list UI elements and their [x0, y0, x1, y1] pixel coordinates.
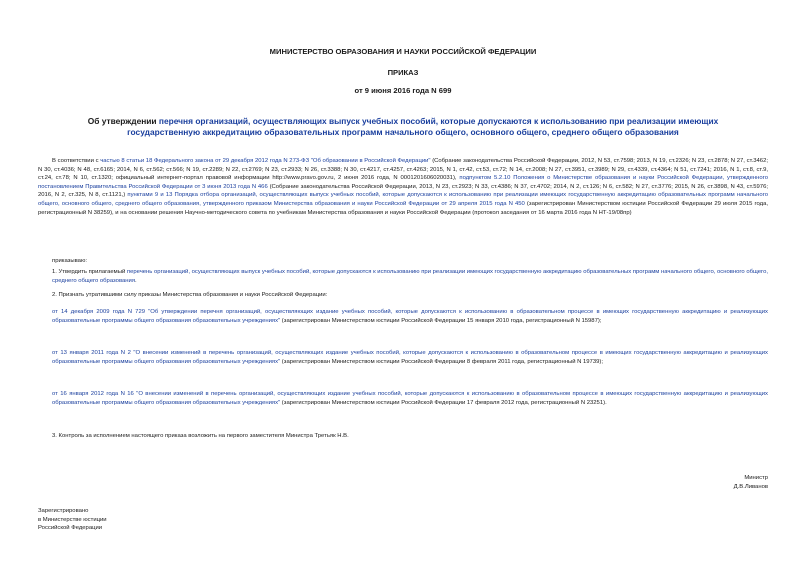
repeal-2-details: (зарегистрирован Министерством юстиции Российской Федерации 8 февраля 2011 года, регистрационный N 19739);	[280, 358, 603, 365]
preamble-text-2: (Собрание законодательства Российской Федерации, 2012, N 53, ст.7598; 2013, N 19, ст.2326; N 23, ст.2878; N 27, ст.3462; N 30, ст.4036; N 48, ст.6165; 2014, N 6, ст.562; ст.566; N 19, ст.2289; N 22, ст.2769; N 23, ст.2933; N 26, ст.3388; N 30, ст.4217, ст.4257, ст.4263; 2015, N 1, ст.42, ст.53, ст.72; N 14, ст.2008; N 27, ст.3951, ст.3989; N 29, ст.4339, ст.4364; N 51, ст.7241; 2016, N 1, ст.8, ст.9, ст.24, ст.78; N 10, ст.1320; официальный интернет-портал правовой информации http://www.pravo.gov.ru, 2 июня 2016 года, N 0001201606020031),	[38, 158, 768, 182]
order-subject	[78, 116, 728, 138]
preamble-paragraph	[38, 157, 768, 217]
preamble-text-4: (зарегистрирован Министерством юстиции Российской Федерации 29 июля 2015 года, регистрационный N 38259), и на основании решения Научно-методического совета по учебникам Министерства образования и науки Российской Федерации (протокол заседания от 16 марта 2016 года N НТ-19/08пр)	[38, 200, 768, 216]
preamble-text-3: (Собрание законодательства Российской Федерации, 2013, N 23, ст.2923; N 33, ст.4386; N 37, ст.4702; 2014, N 2, ст.126; N 6, ст.582; N 27, ст.3776; 2015, N 26, ст.3898, N 43, ст.5976; 2016, N 2, ст.325, N 8, ст.1121,)	[38, 183, 768, 199]
preamble-text-1: В соответствии с	[52, 158, 101, 164]
item-1-end: .	[135, 277, 137, 284]
approved-list-link[interactable]: перечень организаций, осуществляющих выпуск учебных пособий, которые допускаются к использованию при реализации имеющих государственную аккредитацию образовательных программ начального общего, основного общего, среднего общего образования	[52, 269, 768, 284]
ministry-heading: МИНИСТЕРСТВО ОБРАЗОВАНИЯ И НАУКИ РОССИЙСКОЙ ФЕДЕРАЦИИ	[269, 47, 537, 56]
order-date-number: от 9 июня 2016 года N 699	[354, 86, 452, 95]
registration-line-1: Зарегистрировано	[38, 508, 89, 514]
repeal-item-2	[38, 349, 768, 366]
order-2-link[interactable]: от 13 января 2011 года N 2 "О внесении изменений в перечень организаций, осуществляющих издание учебных пособий, которые допускаются к использованию в образовательном процессе в имеющих государственную аккредитацию и реализующих образовательные программы общего образования образовательных учреждениях"	[52, 350, 768, 365]
subject-prefix: Об утверждении	[87, 116, 159, 126]
item-1-text: 1. Утвердить прилагаемый	[52, 269, 127, 275]
order-729-link[interactable]: от 14 декабря 2009 года N 729 "Об утверждении перечня организаций, осуществляющих издание учебных пособий, которые допускаются к использованию в образовательном процессе в имеющих государственную аккредитацию и реализующих образовательные программы общего образования образовательных учреждениях"	[52, 309, 768, 324]
repeal-item-3	[38, 390, 768, 407]
order-type-heading: ПРИКАЗ	[387, 68, 419, 77]
repeal-item-1	[38, 308, 768, 325]
signature-block	[734, 474, 768, 491]
signature-name: Д.В.Ливанов	[733, 483, 768, 490]
regulation-466-link[interactable]: подпунктом 5.2.10 Положения о Министерстве образования и науки Российской Федерации, утвержденного постановлением Правительства Российской Федерации от 3 июня 2013 года N 466	[38, 175, 768, 190]
item-3: 3. Контроль за исполнением настоящего приказа возложить на первого заместителя Министра Третьяк Н.В.	[52, 433, 349, 439]
subject-link[interactable]: перечня организаций, осуществляющих выпуск учебных пособий, которые допускаются к использованию при реализации имеющих государственную аккредитацию образовательных программ начального общего, основного общего, среднего общего образования	[127, 116, 719, 137]
signature-title: Министр	[744, 475, 768, 481]
registration-line-3: Российской Федерации	[38, 525, 103, 532]
item-2: 2. Признать утратившими силу приказы Министерства образования и науки Российской Федерации:	[52, 292, 328, 298]
registration-line-2: в Министерстве юстиции	[38, 516, 107, 523]
repeal-3-details: (зарегистрирован Министерством юстиции Российской Федерации 17 февраля 2012 года, регистрационный N 23251).	[280, 399, 607, 406]
repeal-1-details: (зарегистрирован Министерством юстиции Российской Федерации 15 января 2010 года, регистрационный N 15987);	[280, 317, 602, 324]
order-450-link[interactable]: пунктами 9 и 13 Порядка отбора организаций, осуществляющих выпуск учебных пособий, которые допускаются к использованию при реализации имеющих государственную аккредитацию образовательных программ начального общего, основного общего, среднего общего образования, утвержденного приказом Министерства образования и науки Российской Федерации от 29 апреля 2015 года N 450	[38, 192, 768, 207]
order-word: приказываю:	[52, 258, 88, 264]
registration-note	[38, 507, 107, 533]
item-1	[38, 268, 768, 285]
order-16-link[interactable]: от 16 января 2012 года N 16 "О внесении изменений в перечень организаций, осуществляющих издание учебных пособий, которые допускаются к использованию в образовательном процессе в имеющих государственную аккредитацию и реализующих образовательные программы общего образования образовательных учреждениях"	[52, 391, 768, 406]
law-273-link[interactable]: частью 8 статьи 18 Федерального закона от 29 декабря 2012 года N 273-ФЗ "Об образовании в Российской Федерации"	[100, 158, 431, 164]
